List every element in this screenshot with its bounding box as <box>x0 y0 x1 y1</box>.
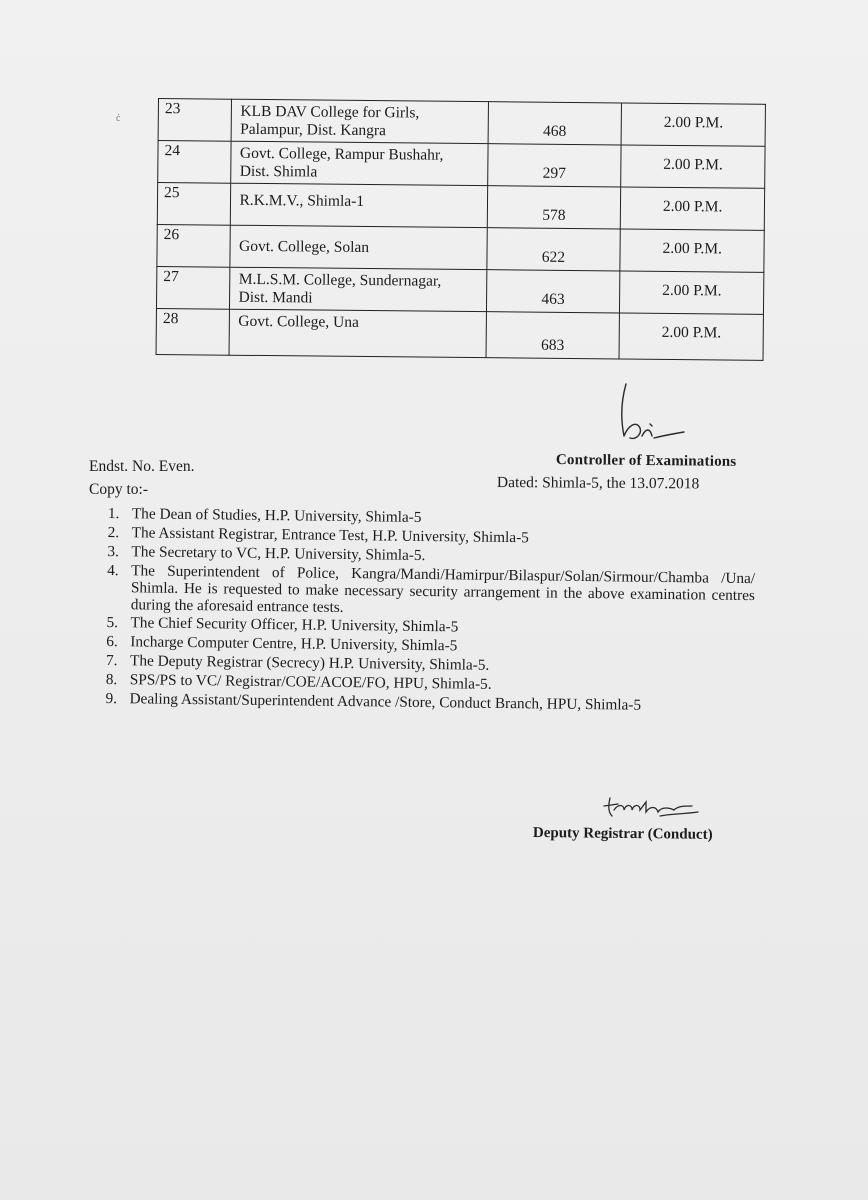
candidate-count-cell <box>486 312 620 359</box>
candidate-count: 578 <box>542 206 566 224</box>
deputy-registrar-title: Deputy Registrar (Conduct) <box>532 825 713 843</box>
time-cell <box>620 229 764 272</box>
candidate-count-cell <box>486 228 620 271</box>
candidate-count: 683 <box>540 336 565 354</box>
table-row <box>157 224 764 272</box>
item-number: 2. <box>107 523 120 542</box>
time-cell <box>621 103 765 146</box>
centre-name-line: Govt. College, Una <box>238 312 359 331</box>
scan-mark: ċ <box>116 113 121 124</box>
item-text: The Deputy Registrar (Secrecy) H.P. University, Shimla-5. <box>129 651 490 674</box>
centre-name-line: Dist. Mandi <box>238 288 313 307</box>
centre-name-line: Govt. College, Solan <box>238 237 370 257</box>
exam-time: 2.00 P.M. <box>662 281 722 300</box>
centre-name-cell <box>231 183 488 227</box>
exam-time: 2.00 P.M. <box>663 113 724 132</box>
item-text: Dealing Assistant/Superintendent Advance /Store, Conduct Branch, HPU, Shimla-5 <box>129 689 642 714</box>
exam-time: 2.00 P.M. <box>663 155 723 174</box>
candidate-count-cell <box>487 186 621 229</box>
candidate-count-cell <box>486 270 620 313</box>
exam-time: 2.00 P.M. <box>662 239 723 258</box>
item-number: 6. <box>106 632 118 650</box>
time-cell <box>621 145 765 188</box>
item-text: The Chief Security Officer, H.P. University, Shimla-5 <box>130 613 459 635</box>
endorsement-number: Endst. No. Even. <box>89 458 195 475</box>
controller-title: Controller of Examinations <box>555 452 737 470</box>
candidate-count: 622 <box>541 248 566 266</box>
centre-name-line: R.K.M.V., Shimla-1 <box>239 191 365 210</box>
item-number: 4. <box>107 561 119 580</box>
item-number: 9. <box>105 689 118 707</box>
table-row <box>157 183 764 231</box>
table-row <box>158 141 765 189</box>
candidate-count-cell <box>488 102 622 145</box>
centre-name-line: Dist. Shimla <box>239 162 318 181</box>
serial-cell: 24 <box>158 141 232 184</box>
serial-cell: 25 <box>157 183 231 226</box>
item-number: 5. <box>106 613 119 631</box>
item-text: The Assistant Registrar, Entrance Test, H.P. University, Shimla-5 <box>131 524 529 547</box>
copy-to-label: Copy to:- <box>89 481 148 498</box>
centre-name-line: Palampur, Dist. Kangra <box>240 120 387 140</box>
centre-name-cell <box>232 99 489 143</box>
controller-signature <box>600 378 690 450</box>
centre-name-line: Govt. College, Rampur Bushahr, <box>239 144 444 164</box>
table-row <box>156 308 763 360</box>
item-number: 7. <box>105 651 118 669</box>
serial-cell: 23 <box>158 99 232 142</box>
candidate-count: 468 <box>542 122 567 140</box>
table-row <box>156 266 763 314</box>
time-cell <box>620 271 764 314</box>
serial-cell: 26 <box>157 224 231 267</box>
item-text: Incharge Computer Centre, H.P. University, Shimla-5 <box>130 632 458 654</box>
time-cell <box>619 313 763 360</box>
centre-name-cell <box>230 267 487 311</box>
item-number: 3. <box>107 542 120 561</box>
distribution-list <box>105 505 756 717</box>
item-number: 8. <box>105 670 118 688</box>
serial-cell: 27 <box>156 266 230 309</box>
centre-name-cell <box>231 141 488 185</box>
candidate-count: 463 <box>541 290 565 308</box>
item-text: The Dean of Studies, H.P. University, Shimla-5 <box>131 505 422 526</box>
deputy-registrar-signature <box>600 790 710 824</box>
candidate-count: 297 <box>542 164 566 182</box>
table-row <box>158 99 765 147</box>
list-item <box>107 562 756 621</box>
candidate-count-cell <box>487 144 621 187</box>
exam-time: 2.00 P.M. <box>661 323 722 342</box>
centre-name-cell <box>230 309 487 357</box>
serial-cell: 28 <box>156 308 230 355</box>
item-number: 1. <box>107 505 120 523</box>
endorsement-date: Dated: Shimla-5, the 13.07.2018 <box>496 474 700 493</box>
item-text: The Secretary to VC, H.P. University, Shimla-5. <box>131 543 426 564</box>
exam-time: 2.00 P.M. <box>662 197 723 216</box>
item-text: The Superintendent of Police, Kangra/Mandi/Hamirpur/Bilaspur/Solan/Sirmour/Chamba /Una/ Shimla. He is requested to make necessary security arrangement in the above examination centres during the aforesaid entrance tests. <box>130 562 756 616</box>
centre-schedule-table <box>156 98 766 361</box>
centre-name-line: M.L.S.M. College, Sundernagar, <box>238 270 442 290</box>
item-text: SPS/PS to VC/ Registrar/COE/ACOE/FO, HPU, Shimla-5. <box>129 670 492 693</box>
centre-name-line: KLB DAV College for Girls, <box>240 102 420 122</box>
time-cell <box>621 187 765 230</box>
centre-name-cell <box>230 225 487 269</box>
